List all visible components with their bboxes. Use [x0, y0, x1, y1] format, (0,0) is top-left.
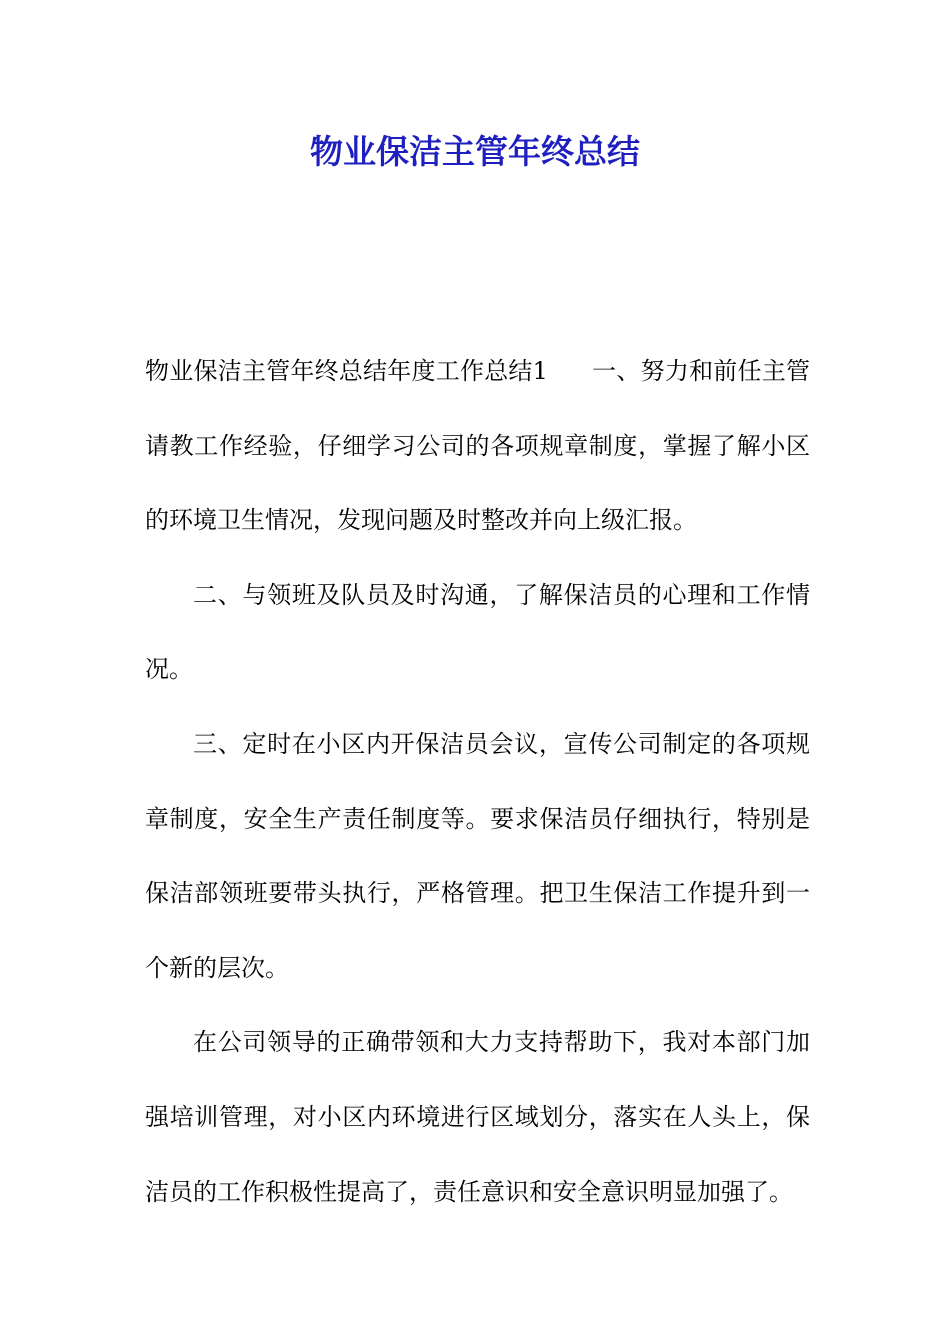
- intro-lead-text: 物业保洁主管年终总结年度工作总结1: [145, 357, 548, 385]
- document-title: 物业保洁主管年终总结: [310, 132, 640, 171]
- paragraph-3: 三、定时在小区内开保洁员会议，宣传公司制定的各项规章制度，安全生产责任制度等。要求保洁员仔细执行，特别是保洁部领班要带头执行，严格管理。把卫生保洁工作提升到一个新的层次。: [145, 729, 810, 982]
- paragraph-4: 在公司领导的正确带领和大力支持帮助下，我对本部门加强培训管理，对小区内环境进行区域划分，落实在人头上，保洁员的工作积极性提高了，责任意识和安全意识明显加强了。: [145, 1028, 810, 1206]
- paragraph-2: 二、与领班及队员及时沟通，了解保洁员的心理和工作情况。: [145, 580, 810, 684]
- document-body: [145, 334, 810, 1229]
- intro-rest-text: 一、努力和前任主管请教工作经验，仔细学习公司的各项规章制度，掌握了解小区的环境卫生情况，发现问题及时整改并向上级汇报。: [145, 357, 810, 535]
- intro-paragraph: [145, 334, 810, 558]
